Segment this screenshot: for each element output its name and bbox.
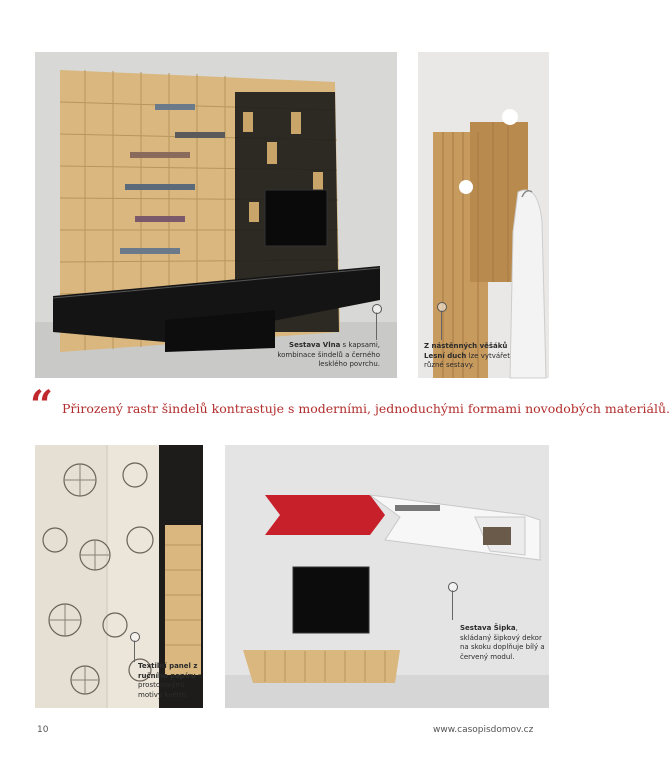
quote-text: Přirozený rastr šindelů kontrastuje s moderními, jednoduchými formami novodobých materiálů. — [62, 401, 670, 416]
caption-pin-panel — [134, 640, 135, 662]
photo-vlna — [35, 52, 397, 378]
caption-vlna — [262, 341, 380, 370]
caption-pin-vlna — [376, 312, 377, 340]
caption-vlna-text: s kapsami, kombinace šindelů a černého lesklého povrchu. — [277, 341, 380, 368]
photo-sipka — [225, 445, 549, 708]
caption-lesni-duch — [424, 342, 518, 371]
caption-panel-text: s prostorovými motivy květin. — [138, 671, 202, 699]
photo-lesni-duch — [418, 52, 549, 378]
quote-mark: “ — [30, 382, 48, 429]
caption-lesni-duch-text: lze vytvářet různé sestavy. — [424, 351, 510, 369]
caption-panel-title: Textilní panel z ručního papíru — [138, 662, 198, 680]
caption-sipka — [460, 624, 546, 662]
caption-pin-sipka — [452, 590, 453, 620]
caption-panel — [138, 662, 202, 700]
caption-lesni-duch-title: Z nástěnných věšáků Lesní duch — [424, 342, 508, 360]
caption-vlna-title: Sestava Vlna — [289, 341, 341, 349]
website-link[interactable]: www.casopisdomov.cz — [433, 725, 534, 735]
page-number: 10 — [37, 725, 49, 735]
caption-pin-lesni-duch — [441, 310, 442, 340]
caption-sipka-text: , skládaný šipkový dekor na skoku doplňuje bílý a červený modul. — [460, 624, 545, 661]
caption-sipka-title: Sestava Šipka — [460, 624, 516, 632]
